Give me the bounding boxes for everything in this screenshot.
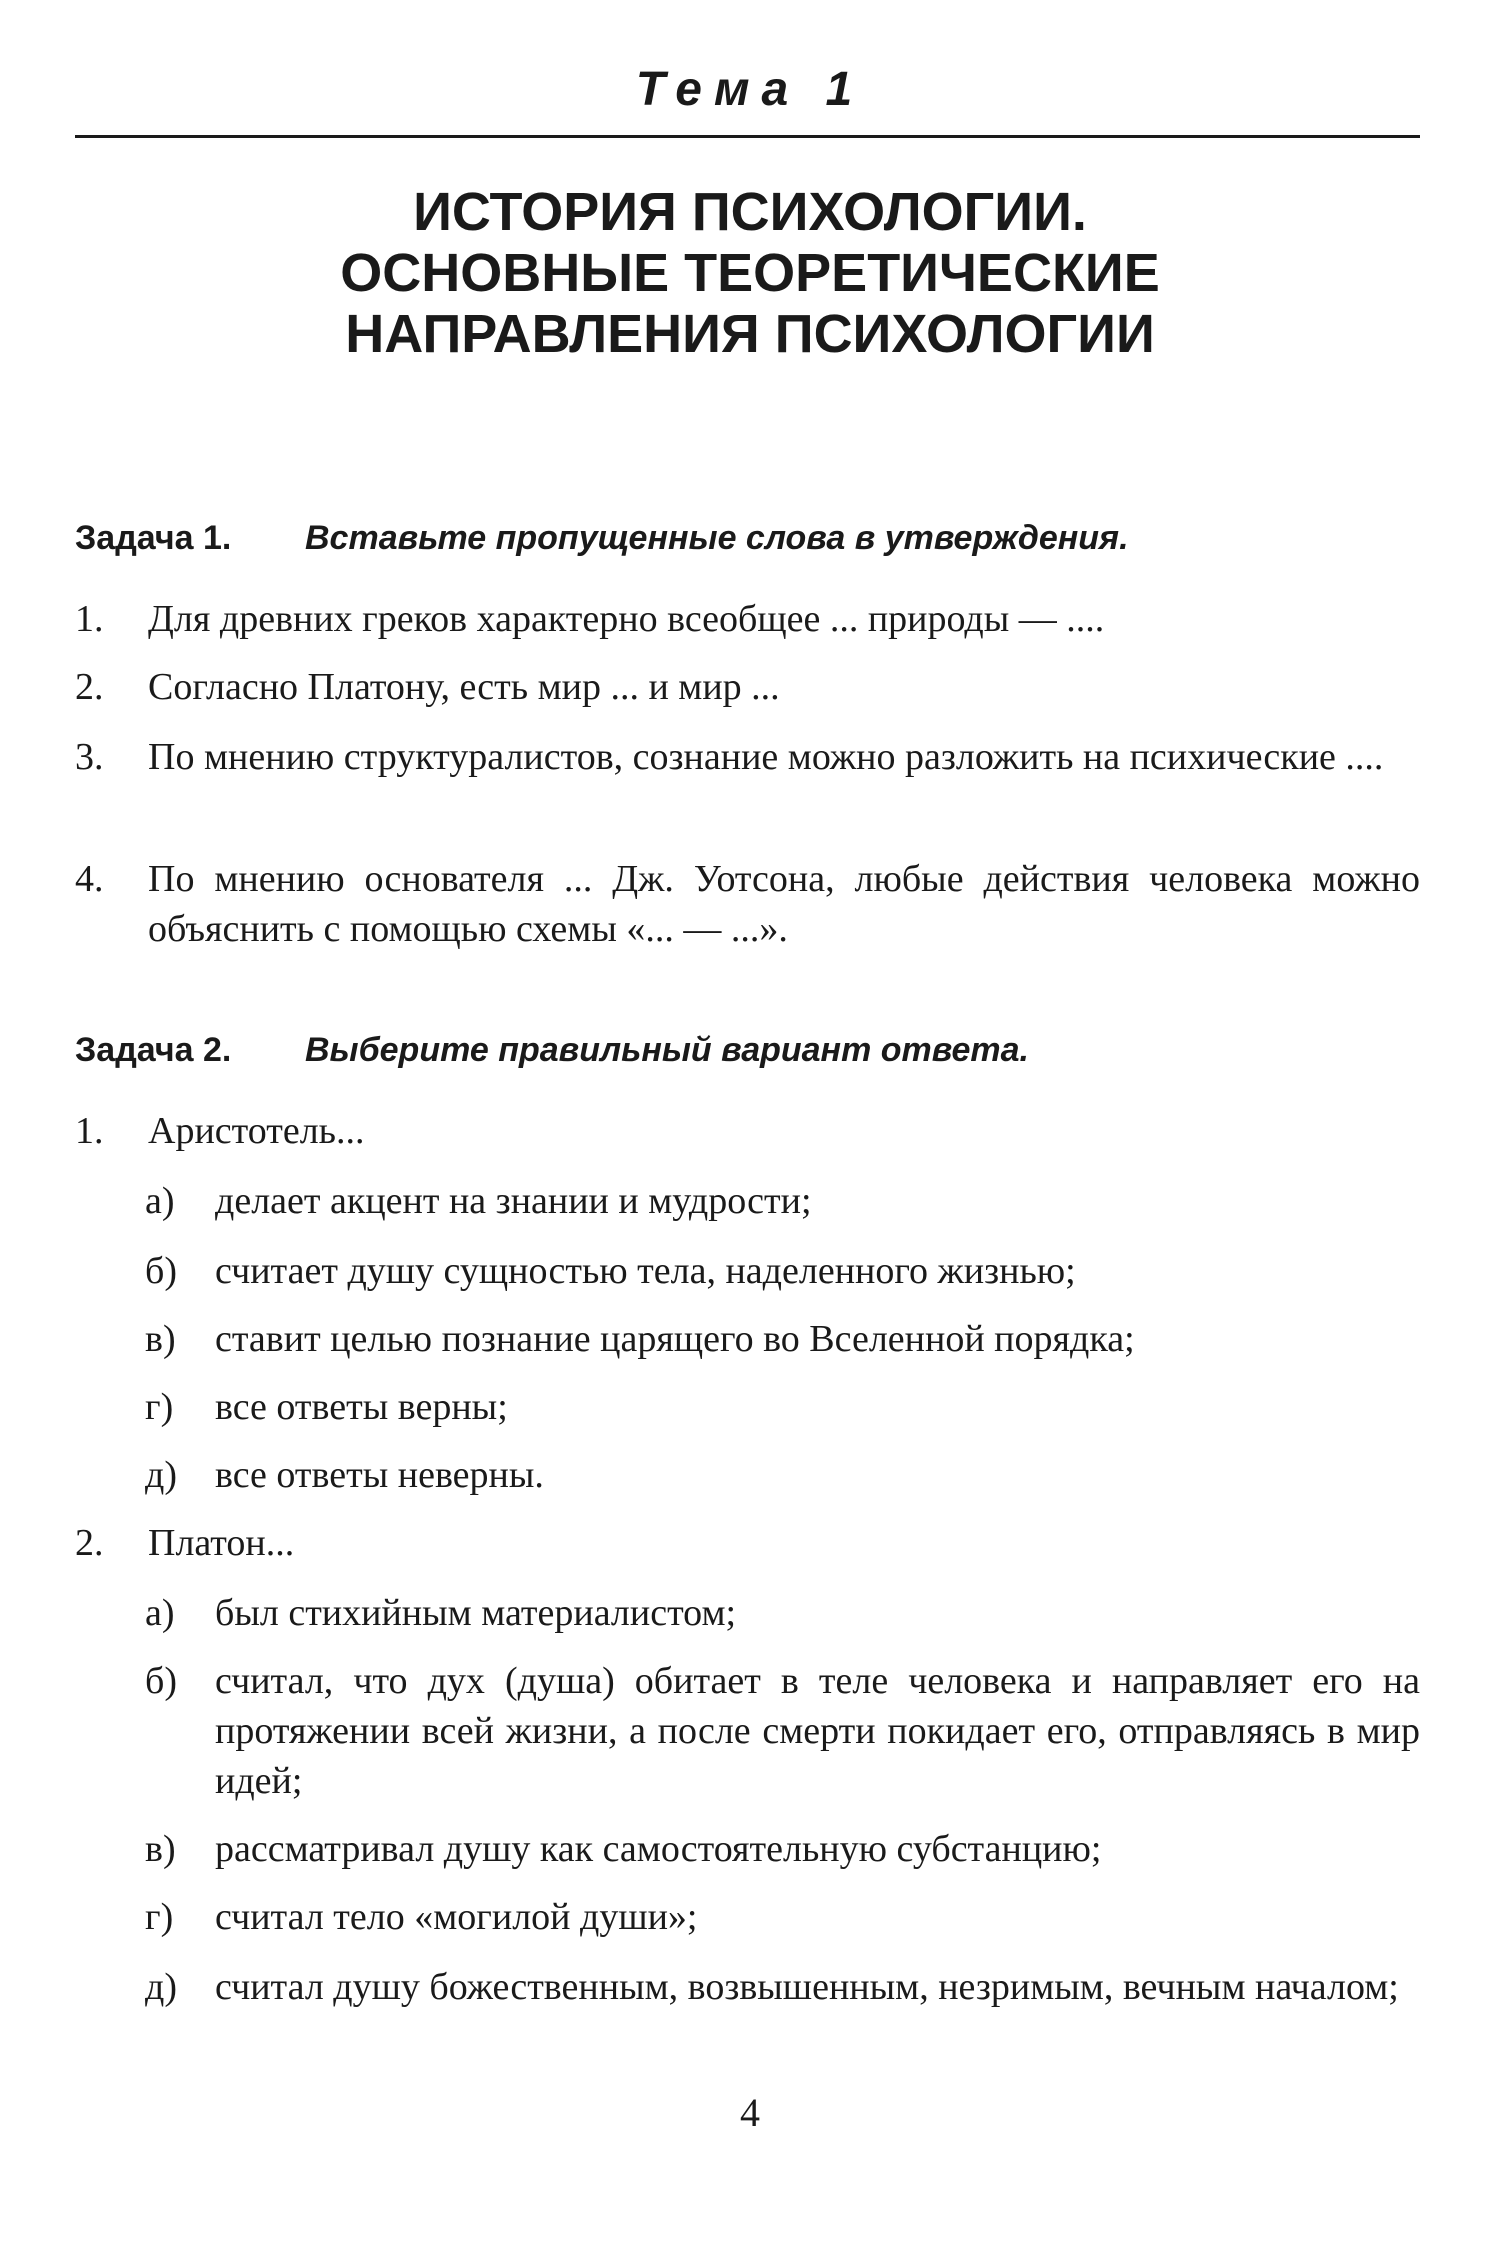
question-1 — [75, 1106, 1420, 1156]
answer-option — [145, 1382, 1420, 1432]
chapter-title — [0, 182, 1500, 365]
item-text: Для древних греков характерно всеобщее ... природы — .... — [148, 598, 1105, 640]
task2-label: Задача 2. — [75, 1031, 232, 1069]
option-letter: в) — [145, 1318, 176, 1360]
option-letter: б) — [145, 1660, 177, 1702]
question-number: 2. — [75, 1522, 104, 1564]
answer-option — [145, 1962, 1420, 2062]
option-text: считает душу сущностью тела, наделенного жизнью; — [215, 1250, 1076, 1292]
task1-heading — [75, 518, 1129, 558]
item-number: 1. — [75, 598, 104, 640]
item-number: 4. — [75, 858, 104, 900]
task2-instruction: Выберите правильный вариант ответа. — [305, 1031, 1029, 1069]
option-letter: д) — [145, 1966, 177, 2008]
task1-item — [75, 732, 1420, 832]
answer-option — [145, 1176, 1420, 1226]
chapter-title-line: НАПРАВЛЕНИЯ ПСИХОЛОГИИ — [345, 304, 1155, 364]
task1-item — [75, 662, 1420, 712]
header-rule — [75, 135, 1420, 138]
question-text: Платон... — [148, 1522, 295, 1564]
task1-label: Задача 1. — [75, 519, 232, 557]
item-text: Согласно Платону, есть мир ... и мир ... — [148, 666, 780, 708]
option-letter: а) — [145, 1592, 175, 1634]
item-number: 2. — [75, 666, 104, 708]
question-text: Аристотель... — [148, 1110, 365, 1152]
option-text: считал тело «могилой души»; — [215, 1896, 698, 1938]
option-text: делает акцент на знании и мудрости; — [215, 1180, 812, 1222]
option-text: все ответы неверны. — [215, 1454, 544, 1496]
option-text: рассматривал душу как самостоятельную субстанцию; — [215, 1828, 1102, 1870]
chapter-title-line: ИСТОРИЯ ПСИХОЛОГИИ. — [413, 182, 1087, 242]
topic-heading: Тема 1 — [635, 63, 865, 116]
answer-option — [145, 1450, 1420, 1500]
option-letter: а) — [145, 1180, 175, 1222]
answer-option — [145, 1246, 1420, 1296]
chapter-title-line: ОСНОВНЫЕ ТЕОРЕТИЧЕСКИЕ — [340, 243, 1160, 303]
option-text: считал душу божественным, возвышенным, незримым, вечным началом; — [215, 1966, 1399, 2008]
option-letter: д) — [145, 1454, 177, 1496]
answer-option — [145, 1588, 1420, 1638]
page-number: 4 — [740, 2090, 760, 2135]
option-letter: б) — [145, 1250, 177, 1292]
option-text: ставит целью познание царящего во Вселенной порядка; — [215, 1318, 1135, 1360]
answer-option — [145, 1314, 1420, 1364]
option-text: был стихийным материалистом; — [215, 1592, 737, 1634]
item-text: По мнению структуралистов, сознание можно разложить на психические .... — [148, 736, 1384, 778]
option-text: все ответы верны; — [215, 1386, 508, 1428]
task2-heading — [75, 1030, 1029, 1070]
question-2 — [75, 1518, 1420, 1568]
option-text: считал, что дух (душа) обитает в теле человека и направляет его на протяжении всей жизни, а после смерти покидает его, отправляясь в мир идей; — [215, 1660, 1420, 1802]
answer-option — [145, 1892, 1420, 1942]
task1-item — [75, 854, 1420, 954]
answer-option — [145, 1656, 1420, 1806]
task1-item — [75, 594, 1420, 644]
answer-option — [145, 1824, 1420, 1874]
item-text: По мнению основателя ... Дж. Уотсона, любые действия человека можно объяснить с помощью схемы «... — ...». — [148, 858, 1420, 950]
question-number: 1. — [75, 1110, 104, 1152]
item-number: 3. — [75, 736, 104, 778]
option-letter: г) — [145, 1386, 174, 1428]
task1-instruction: Вставьте пропущенные слова в утверждения. — [305, 519, 1129, 557]
option-letter: г) — [145, 1896, 174, 1938]
option-letter: в) — [145, 1828, 176, 1870]
